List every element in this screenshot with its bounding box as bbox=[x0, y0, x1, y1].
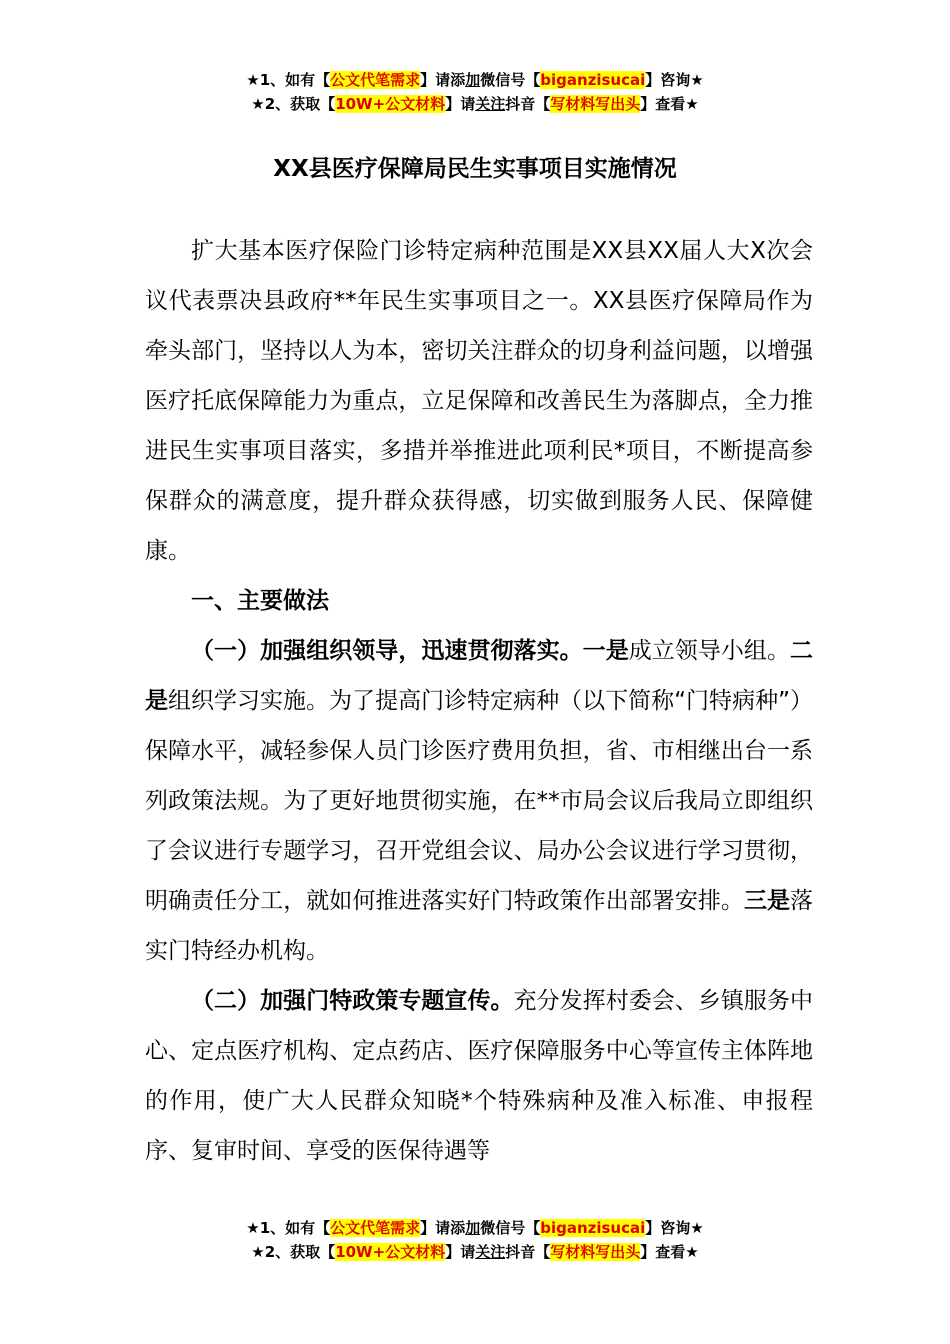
banner-line-2: ★2、获取【10W+公文材料】请关注抖音【写材料写出头】查看★ bbox=[251, 95, 699, 113]
highlight-wechat-id: biganzisucai bbox=[540, 1219, 646, 1237]
paragraph-1: （一）加强组织领导，迅速贯彻落实。一是成立领导小组。二是组织学习实施。为了提高门诊特定病种（以下简称“门特病种”）保障水平，减轻参保人员门诊医疗费用负担，省、市相继出台一系列政策法规。为了更好地贯彻实施，在**市局会议后我局立即组织了会议进行专题学习，召开党组会议、局办公会议进行学习贯彻，明确责任分工，就如何推进落实好门特政策作出部署安排。三是落实门特经办机构。 bbox=[145, 638, 814, 964]
paragraph-2-heading: （二）加强门特政策专题宣传。 bbox=[191, 988, 514, 1014]
document-body bbox=[145, 226, 813, 1176]
banner-line-2: ★2、获取【10W+公文材料】请关注抖音【写材料写出头】查看★ bbox=[251, 1243, 699, 1261]
section-heading-1: 一、主要做法 bbox=[191, 588, 329, 614]
banner-line-1: ★1、如有【公文代笔需求】请添加微信号【biganzisucai】咨询★ bbox=[246, 1219, 704, 1237]
highlight-service: 公文代笔需求 bbox=[330, 1219, 421, 1237]
top-banner bbox=[0, 68, 950, 116]
paragraph-1-heading: （一）加强组织领导，迅速贯彻落实。 bbox=[191, 638, 583, 664]
document-title: XX县医疗保障局民生实事项目实施情况 bbox=[273, 156, 677, 182]
highlight-service: 公文代笔需求 bbox=[330, 71, 421, 89]
banner-line-1: ★1、如有【公文代笔需求】请添加微信号【biganzisucai】咨询★ bbox=[246, 71, 704, 89]
paragraph-2: （二）加强门特政策专题宣传。充分发挥村委会、乡镇服务中心、定点医疗机构、定点药店、医疗保障服务中心等宣传主体阵地的作用，使广大人民群众知晓*个特殊病种及准入标准、申报程序、复审时间、享受的医保待遇等 bbox=[145, 988, 814, 1164]
highlight-douyin: 写材料写出头 bbox=[550, 1243, 641, 1261]
highlight-materials: 10W+公文材料 bbox=[335, 95, 446, 113]
highlight-douyin: 写材料写出头 bbox=[550, 95, 641, 113]
bottom-banner bbox=[0, 1216, 950, 1264]
intro-paragraph: 扩大基本医疗保险门诊特定病种范围是XX县XX届人大X次会议代表票决县政府**年民生实事项目之一。XX县医疗保障局作为牵头部门，坚持以人为本，密切关注群众的切身利益问题，以增强医疗托底保障能力为重点，立足保障和改善民生为落脚点，全力推进民生实事项目落实，多措并举推进此项利民*项目，不断提高参保群众的满意度，提升群众获得感，切实做到服务人民、保障健康。 bbox=[145, 238, 813, 564]
highlight-wechat-id: biganzisucai bbox=[540, 71, 646, 89]
highlight-materials: 10W+公文材料 bbox=[335, 1243, 446, 1261]
